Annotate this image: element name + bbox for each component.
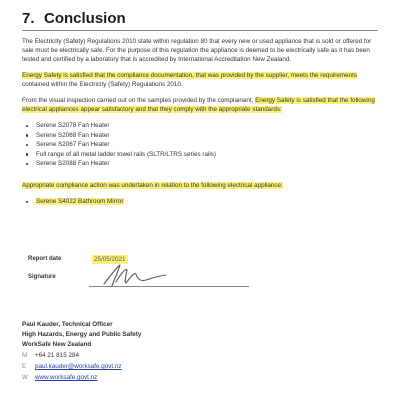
list-item: Serene S4022 Bathroom Mirror	[22, 197, 378, 207]
contact-name: Paul Kauder, Technical Officer	[22, 321, 113, 328]
signature-label: Signature	[28, 274, 56, 280]
report-date-label: Report date	[28, 256, 62, 262]
action-paragraph	[22, 181, 378, 190]
list-item: Serene S2078 Fan Heater	[22, 121, 378, 131]
list-item: Serene S2067 Fan Heater	[22, 140, 378, 150]
list-item: Full range of all metal ladder towel rails (SLTR/LTRS series rails)	[22, 150, 378, 160]
web-link[interactable]: www.worksafe.govt.nz	[35, 374, 98, 381]
handwritten-signature	[100, 262, 170, 288]
compliance-paragraph	[22, 71, 378, 89]
compliance-highlight: Energy Safety is satisfied that the compliance documentation, that was provided by the supplier, meets the requirements	[22, 72, 357, 79]
inspection-paragraph	[22, 96, 378, 114]
email-link[interactable]: paul.kauder@worksafe.govt.nz	[35, 363, 122, 370]
bullet-icon	[26, 144, 28, 146]
bullet-icon	[26, 163, 28, 165]
mobile-value: +64 21 815 284	[35, 352, 79, 359]
intro-paragraph: The Electricity (Safety) Regulations 2010 state within regulation 80 that every new or used appliance that is sold or offered for sale must be electrically safe. For the purpose of this regulation the appliance is deemed to be electrically safe as it has been tested and certified by a laboratory that is accredited by International Accreditation New Zealand.	[22, 38, 372, 63]
list-item: Serene S2088 Fan Heater	[22, 159, 378, 169]
contact-web	[22, 373, 97, 382]
satisfactory-list	[22, 121, 378, 169]
inspection-highlight: Energy Safety is satisfied that the following electrical appliances appear satisfactory and that they comply with the appropriate standards:	[22, 97, 375, 113]
bullet-icon	[26, 134, 28, 136]
contact-department: High Hazards, Energy and Public Safety	[22, 331, 142, 338]
web-letter: W	[22, 374, 28, 381]
compliance-rest: contained within the Electricity (Safety) Regulations 2010.	[22, 81, 183, 88]
email-letter: E	[22, 363, 27, 370]
bullet-icon	[26, 125, 28, 127]
section-heading	[22, 10, 378, 31]
signature-line	[89, 286, 249, 287]
action-highlight: Appropriate compliance action was undertaken in relation to the following electrical appliance:	[22, 182, 283, 189]
contact-organisation: WorkSafe New Zealand	[22, 341, 92, 348]
bullet-icon	[26, 201, 28, 203]
section-title: Conclusion	[44, 10, 126, 27]
contact-email	[22, 362, 122, 371]
mobile-letter: M	[22, 352, 28, 359]
bullet-icon	[26, 153, 28, 155]
list-item: Serene S2068 Fan Heater	[22, 131, 378, 141]
section-number: 7.	[22, 10, 35, 27]
report-date-value: 25/05/2021	[94, 256, 126, 263]
contact-mobile	[22, 351, 79, 360]
action-list	[22, 197, 378, 207]
inspection-lead: From the visual inspection carried out on the samples provided by the complainant,	[22, 97, 256, 104]
